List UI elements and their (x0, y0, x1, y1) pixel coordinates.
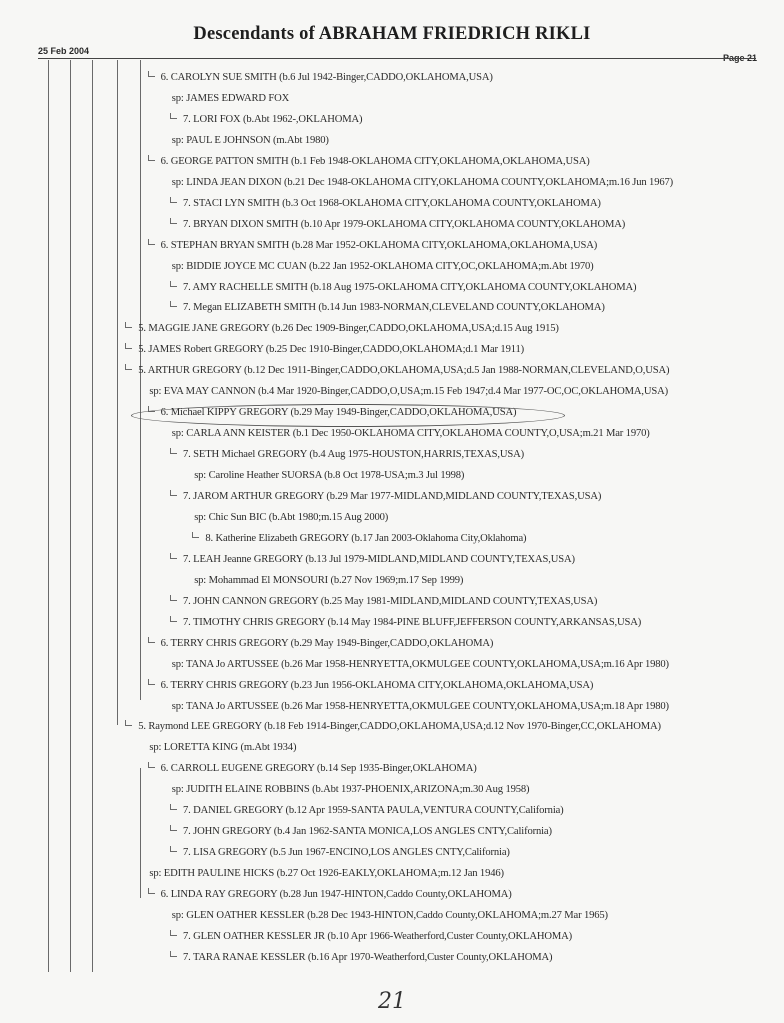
descendant-entry: 6. Michael KIPPY GREGORY (b.29 May 1949-Binger,CADDO,OKLAHOMA,USA) (160, 407, 517, 419)
tree-connector (170, 490, 177, 496)
tree-connector (125, 364, 132, 370)
tree-connector (170, 951, 177, 957)
tree-connector (170, 113, 177, 119)
spouse-entry: sp: EVA MAY CANNON (b.4 Mar 1920-Binger,CADDO,O,USA;m.15 Feb 1947;d.4 Mar 1977-OC,OC,OKLAHOMA,USA) (149, 386, 668, 398)
spouse-entry: sp: JUDITH ELAINE ROBBINS (b.Abt 1937-PHOENIX,ARIZONA;m.30 Aug 1958) (171, 784, 530, 796)
descendant-entry: 7. AMY RACHELLE SMITH (b.18 Aug 1975-OKLAHOMA CITY,OKLAHOMA COUNTY,OKLAHOMA) (183, 281, 637, 293)
tree-connector (148, 239, 155, 245)
descendant-entry: 7. TIMOTHY CHRIS GREGORY (b.14 May 1984-PINE BLUFF,JEFFERSON COUNTY,ARKANSAS,USA) (183, 616, 642, 628)
spouse-entry: sp: Caroline Heather SUORSA (b.8 Oct 1978-USA;m.3 Jul 1998) (194, 470, 465, 482)
tree-connector (170, 595, 177, 601)
tree-connector (125, 720, 132, 726)
spouse-entry: sp: LINDA JEAN DIXON (b.21 Dec 1948-OKLAHOMA CITY,OKLAHOMA COUNTY,OKLAHOMA;m.16 Jun 1967) (171, 176, 674, 188)
tree-connector (170, 301, 177, 307)
descendant-entry: 7. JOHN CANNON GREGORY (b.25 May 1981-MIDLAND,MIDLAND COUNTY,TEXAS,USA) (183, 595, 598, 607)
tree-connector (170, 281, 177, 287)
highlight-circle (131, 404, 565, 427)
descendant-entry: 7. TARA RANAE KESSLER (b.16 Apr 1970-Weatherford,Custer County,OKLAHOMA) (183, 951, 553, 963)
spouse-entry: sp: LORETTA KING (m.Abt 1934) (149, 742, 297, 754)
handwritten-page-number: 21 (378, 989, 406, 1014)
spouse-entry: sp: BIDDIE JOYCE MC CUAN (b.22 Jan 1952-OKLAHOMA CITY,OC,OKLAHOMA;m.Abt 1970) (171, 260, 594, 272)
tree-connector (170, 616, 177, 622)
spouse-entry: sp: TANA Jo ARTUSSEE (b.26 Mar 1958-HENRYETTA,OKMULGEE COUNTY,OKLAHOMA,USA;m.18 Apr 1980) (171, 700, 669, 712)
tree-connector (170, 846, 177, 852)
spouse-entry: sp: PAUL E JOHNSON (m.Abt 1980) (171, 134, 329, 146)
descendant-entry: 5. JAMES Robert GREGORY (b.25 Dec 1910-Binger,CADDO,OKLAHOMA;d.1 Mar 1911) (138, 344, 524, 356)
descendant-entry: 7. SETH Michael GREGORY (b.4 Aug 1975-HOUSTON,HARRIS,TEXAS,USA) (183, 449, 525, 461)
descendant-entry: 7. Megan ELIZABETH SMITH (b.14 Jun 1983-NORMAN,CLEVELAND COUNTY,OKLAHOMA) (183, 302, 605, 314)
report-date: 25 Feb 2004 (38, 46, 90, 56)
tree-connector (125, 322, 132, 328)
spouse-entry: sp: Chic Sun BIC (b.Abt 1980;m.15 Aug 2000) (194, 511, 389, 523)
descendant-entry: 7. STACI LYN SMITH (b.3 Oct 1968-OKLAHOMA CITY,OKLAHOMA COUNTY,OKLAHOMA) (183, 197, 601, 209)
descendant-entry: 6. TERRY CHRIS GREGORY (b.23 Jun 1956-OKLAHOMA CITY,OKLAHOMA,OKLAHOMA,USA) (160, 679, 594, 691)
descendant-entry: 6. STEPHAN BRYAN SMITH (b.28 Mar 1952-OKLAHOMA CITY,OKLAHOMA,OKLAHOMA,USA) (160, 239, 598, 251)
descendant-entry: 5. Raymond LEE GREGORY (b.18 Feb 1914-Binger,CADDO,OKLAHOMA,USA;d.12 Nov 1970-Binger,CC,OKLAHOMA) (138, 721, 661, 733)
spouse-entry: sp: EDITH PAULINE HICKS (b.27 Oct 1926-EAKLY,OKLAHOMA;m.12 Jan 1946) (149, 868, 504, 880)
page-label: Page 21 (723, 53, 758, 63)
descendant-entry: 7. DANIEL GREGORY (b.12 Apr 1959-SANTA PAULA,VENTURA COUNTY,California) (183, 805, 564, 817)
spouse-entry: sp: Mohammad El MONSOURI (b.27 Nov 1969;m.17 Sep 1999) (194, 574, 464, 586)
tree-connector (170, 218, 177, 224)
tree-connector (170, 448, 177, 454)
spouse-entry: sp: GLEN OATHER KESSLER (b.28 Dec 1943-HINTON,Caddo County,OKLAHOMA;m.27 Mar 1965) (171, 910, 608, 921)
tree-connector (170, 197, 177, 203)
tree-connector (125, 343, 132, 349)
descendant-entry: 5. ARTHUR GREGORY (b.12 Dec 1911-Binger,CADDO,OKLAHOMA,USA;d.5 Jan 1988-NORMAN,CLEVELAND,O,USA) (138, 365, 670, 377)
descendant-entry: 5. MAGGIE JANE GREGORY (b.26 Dec 1909-Binger,CADDO,OKLAHOMA,USA;d.15 Aug 1915) (138, 323, 559, 335)
descendant-entry: 6. GEORGE PATTON SMITH (b.1 Feb 1948-OKLAHOMA CITY,OKLAHOMA,OKLAHOMA,USA) (160, 155, 590, 167)
tree-connector (192, 532, 199, 538)
descendant-entry: 7. LORI FOX (b.Abt 1962-,OKLAHOMA) (183, 113, 363, 125)
report-title: Descendants of ABRAHAM FRIEDRICH RIKLI (193, 24, 591, 44)
descendant-entry: 7. LEAH Jeanne GREGORY (b.13 Jul 1979-MIDLAND,MIDLAND COUNTY,TEXAS,USA) (183, 553, 575, 565)
descendant-entry: 7. BRYAN DIXON SMITH (b.10 Apr 1979-OKLAHOMA CITY,OKLAHOMA COUNTY,OKLAHOMA) (183, 218, 626, 230)
descendant-entry: 6. CAROLYN SUE SMITH (b.6 Jul 1942-Binger,CADDO,OKLAHOMA,USA) (160, 72, 493, 83)
spouse-entry: sp: CARLA ANN KEISTER (b.1 Dec 1950-OKLAHOMA CITY,OKLAHOMA COUNTY,O,USA;m.21 Mar 1970) (171, 428, 650, 440)
descendant-entry: 6. TERRY CHRIS GREGORY (b.29 May 1949-Binger,CADDO,OKLAHOMA) (160, 637, 494, 649)
tree-connector (148, 637, 155, 643)
tree-connector (148, 762, 155, 768)
tree-connector (148, 155, 155, 161)
tree-connector (170, 804, 177, 810)
descendant-entry: 7. LISA GREGORY (b.5 Jun 1967-ENCINO,LOS ANGLES CNTY,California) (183, 847, 510, 859)
spouse-entry: sp: TANA Jo ARTUSSEE (b.26 Mar 1958-HENRYETTA,OKMULGEE COUNTY,OKLAHOMA,USA;m.16 Apr 1980) (171, 658, 669, 670)
descendant-entry: 8. Katherine Elizabeth GREGORY (b.17 Jan 2003-Oklahoma City,Oklahoma) (205, 532, 527, 544)
tree-connector (148, 679, 155, 685)
tree-connector (170, 930, 177, 936)
tree-connector (170, 825, 177, 831)
descendant-entry: 7. GLEN OATHER KESSLER JR (b.10 Apr 1966-Weatherford,Custer County,OKLAHOMA) (183, 930, 572, 942)
descendant-entry: 6. CARROLL EUGENE GREGORY (b.14 Sep 1935-Binger,OKLAHOMA) (160, 763, 477, 775)
descendant-entry: 7. JAROM ARTHUR GREGORY (b.29 Mar 1977-MIDLAND,MIDLAND COUNTY,TEXAS,USA) (183, 491, 602, 502)
tree-connector (148, 71, 155, 77)
descendant-entry: 7. JOHN GREGORY (b.4 Jan 1962-SANTA MONICA,LOS ANGLES CNTY,California) (183, 826, 552, 838)
spouse-entry: sp: JAMES EDWARD FOX (171, 92, 290, 104)
tree-connector (148, 888, 155, 894)
tree-connector (170, 553, 177, 559)
descendant-entry: 6. LINDA RAY GREGORY (b.28 Jun 1947-HINTON,Caddo County,OKLAHOMA) (160, 889, 512, 901)
